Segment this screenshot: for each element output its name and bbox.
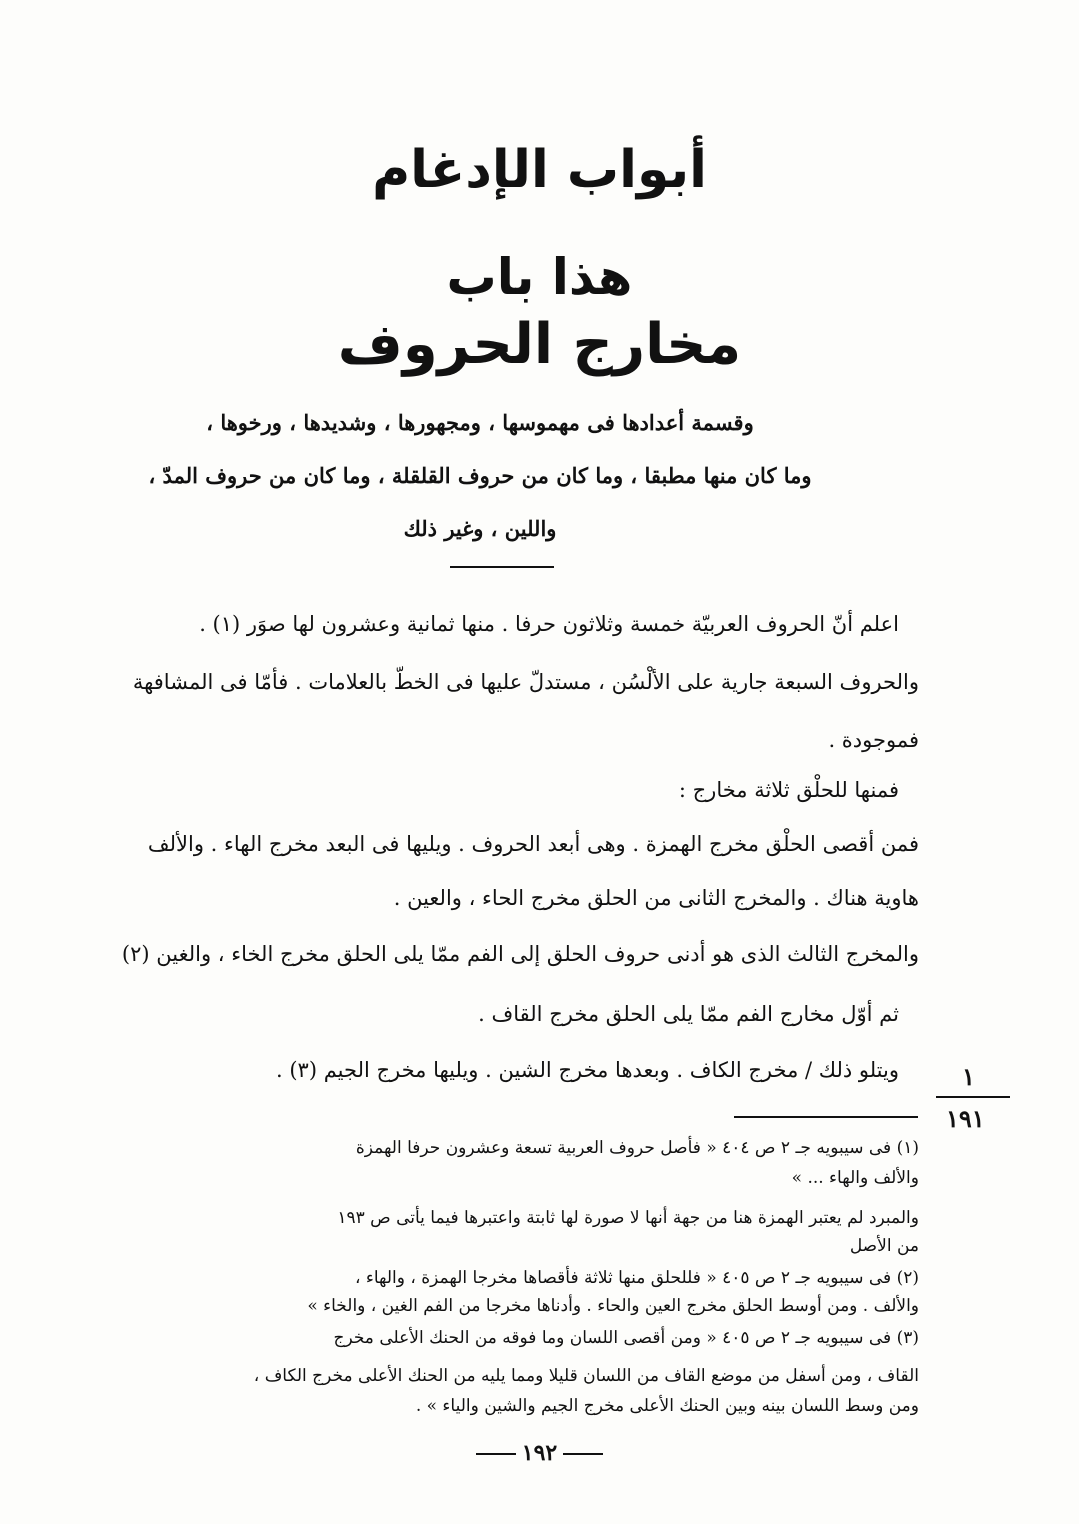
page-number-value: ١٩٢ [521, 1440, 558, 1466]
footnote-line: (٢) فى سيبويه جـ ٢ ص ٤٠٥ « فللحلق منها ثلاثة فأقصاها مخرجا الهمزة ، والهاء ، [354, 1268, 919, 1288]
footnote-line: (١) فى سيبويه جـ ٢ ص ٤٠٤ « فأصل حروف العربية تسعة وعشرون حرفا الهمزة [355, 1138, 919, 1158]
footnote-line: من الأصل [849, 1236, 919, 1256]
footnote-rule [734, 1116, 918, 1118]
body-line: اعلم أنّ الحروف العربيّة خمسة وثلاثون حرفا . منها ثمانية وعشرون لها صوَر (١) . [199, 612, 899, 636]
section-title-line2: مخارج الحروف [337, 312, 742, 377]
intro-line: وقسمة أعدادها فى مهموسها ، ومجهورها ، وشديدها ، ورخوها ، [206, 410, 754, 435]
page-number-dash [476, 1453, 516, 1455]
footnote-line: والألف . ومن أوسط الحلق مخرج العين والحاء . وأدناها مخرجا من الفم الغين ، والخاء » [307, 1296, 919, 1316]
body-line: ثم أوّل مخارج الفم ممّا يلى الحلق مخرج القاف . [478, 1002, 899, 1026]
body-line: والحروف السبعة جارية على الألْسُن ، مستدلّ عليها فى الخطّ بالعلامات . فأمّا فى المشافهة [132, 670, 919, 694]
chapter-title: أبواب الإدغام [372, 140, 707, 200]
body-line: فمنها للحلْق ثلاثة مخارج : [678, 778, 899, 802]
footnote-line: ومن وسط اللسان بينه وبين الحنك الأعلى مخرج الجيم والشين والياء » . [415, 1396, 919, 1416]
intro-line: واللين ، وغير ذلك [403, 516, 557, 541]
body-line: هاوية هناك . والمخرج الثانى من الحلق مخرج الحاء ، والعين . [393, 886, 919, 910]
section-title-line1: هذا باب [446, 248, 633, 306]
footnote-line: القاف ، ومن أسفل من موضع القاف من اللسان قليلا ومما يليه من الحنك الأعلى مخرج الكاف ، [253, 1366, 919, 1386]
body-line: فموجودة . [828, 728, 919, 752]
section-divider [450, 566, 554, 568]
page-number-dash [563, 1453, 603, 1455]
intro-line: وما كان منها مطبقا ، وما كان من حروف القلقلة ، وما كان من حروف المدّ ، [148, 463, 812, 488]
margin-page-ref-bottom: ١٩١ [946, 1104, 985, 1133]
body-line: والمخرج الثالث الذى هو أدنى حروف الحلق إلى الفم ممّا يلى الحلق مخرج الخاء ، والغين (٢) [121, 942, 919, 966]
margin-rule [936, 1096, 1010, 1098]
footnote-line: والمبرد لم يعتبر الهمزة هنا من جهة أنها لا صورة لها ثابتة واعتبرها فيما يأتى ص ١٩٣ [337, 1208, 919, 1228]
margin-page-ref-top: ١ [962, 1062, 975, 1091]
body-line: ويتلو ذلك / مخرج الكاف . وبعدها مخرج الشين . ويليها مخرج الجيم (٣) . [276, 1058, 899, 1082]
page-number [0, 1440, 1079, 1466]
footnote-line: والألف والهاء ... » [791, 1168, 919, 1188]
body-line: فمن أقصى الحلْق مخرج الهمزة . وهى أبعد الحروف . ويليها فى البعد مخرج الهاء . والألف [147, 832, 919, 856]
footnote-line: (٣) فى سيبويه جـ ٢ ص ٤٠٥ « ومن أقصى اللسان وما فوقه من الحنك الأعلى مخرج [333, 1328, 919, 1348]
